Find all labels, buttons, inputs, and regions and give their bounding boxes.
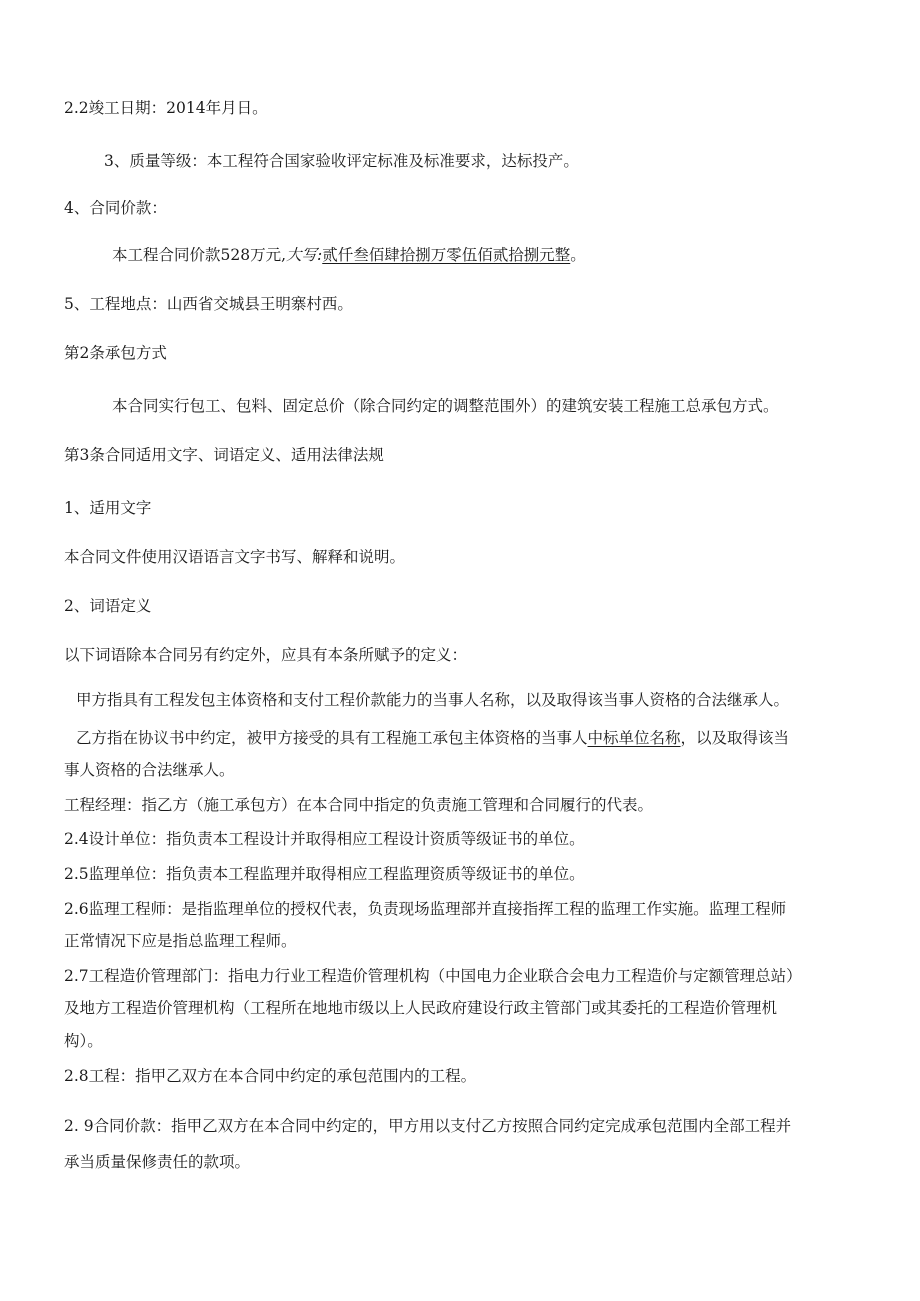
supervision-engineer-line2: 正常情况下应是指总监理工程师。: [64, 932, 297, 950]
article-3-heading: 第3条合同适用文字、词语定义、适用法律法规: [64, 446, 384, 464]
party-a-definition: 甲方指具有工程发包主体资格和支付工程价款能力的当事人名称，以及取得该当事人资格的合法继承人。: [76, 691, 790, 709]
cost-management-line2: 及地方工程造价管理机构（工程所在地地市级以上人民政府建设行政主管部门或其委托的工程造价管理机: [64, 999, 778, 1017]
contract-price-definition-line1: 2. 9合同价款：指甲乙双方在本合同中约定的，甲方用以支付乙方按照合同约定完成承包范围内全部工程并: [64, 1117, 792, 1135]
cost-management-line3: 构）。: [64, 1032, 103, 1050]
party-b-definition-line1: [76, 728, 860, 748]
party-b-text: 乙方指在协议书中约定，被甲方接受的具有工程施工承包主体资格的当事人: [76, 729, 588, 747]
party-b-text-tail: ，以及取得该当: [680, 729, 790, 747]
definitions-heading: 2、词语定义: [64, 597, 152, 615]
supervision-unit-definition: 2.5监理单位：指负责本工程监理并取得相应工程监理资质等级证书的单位。: [64, 865, 585, 883]
supervision-engineer-line1: 2.6监理工程师：是指监理单位的授权代表，负责现场监理部并直接指挥工程的监理工作实施。监理工程师: [64, 900, 787, 918]
applicable-language-heading: 1、适用文字: [64, 499, 152, 517]
project-manager-definition: 工程经理：指乙方（施工承包方）在本合同中指定的负责施工管理和合同履行的代表。: [64, 796, 654, 814]
bid-winner-name: 中标单位名称: [587, 729, 681, 747]
project-location-line: 5、工程地点：山西省交城县王明寨村西。: [64, 295, 353, 313]
contract-price-line: [112, 245, 860, 265]
applicable-language-body: 本合同文件使用汉语语言文字书写、解释和说明。: [64, 548, 406, 566]
contract-price-heading: 4、合同价款：: [64, 199, 167, 217]
price-capital-label: 大写:: [286, 246, 323, 264]
price-capital-amount: 贰仟叁佰肆拾捌万零伍佰贰拾捌元整: [322, 246, 571, 264]
price-text: 本工程合同价款528万元,: [112, 246, 287, 264]
article-2-body: 本合同实行包工、包料、固定总价（除合同约定的调整范围外）的建筑安装工程施工总承包方式。: [112, 397, 779, 415]
price-end-punct: 。: [570, 246, 586, 264]
party-b-definition-line2: 事人资格的合法继承人。: [64, 761, 235, 779]
contract-price-definition-line2: 承当质量保修责任的款项。: [64, 1153, 251, 1171]
article-2-heading: 第2条承包方式: [64, 344, 167, 362]
completion-date-line: 2.2竣工日期：2014年月日。: [64, 99, 268, 117]
definitions-intro: 以下词语除本合同另有约定外，应具有本条所赋予的定义：: [64, 646, 468, 664]
design-unit-definition: 2.4设计单位：指负责本工程设计并取得相应工程设计资质等级证书的单位。: [64, 830, 585, 848]
project-definition: 2.8工程：指甲乙双方在本合同中约定的承包范围内的工程。: [64, 1067, 477, 1085]
quality-grade-line: 3、质量等级：本工程符合国家验收评定标准及标准要求，达标投产。: [104, 152, 579, 170]
cost-management-line1: 2.7工程造价管理部门：指电力行业工程造价管理机构（中国电力企业联合会电力工程造价与定额管理总站）: [64, 967, 802, 985]
